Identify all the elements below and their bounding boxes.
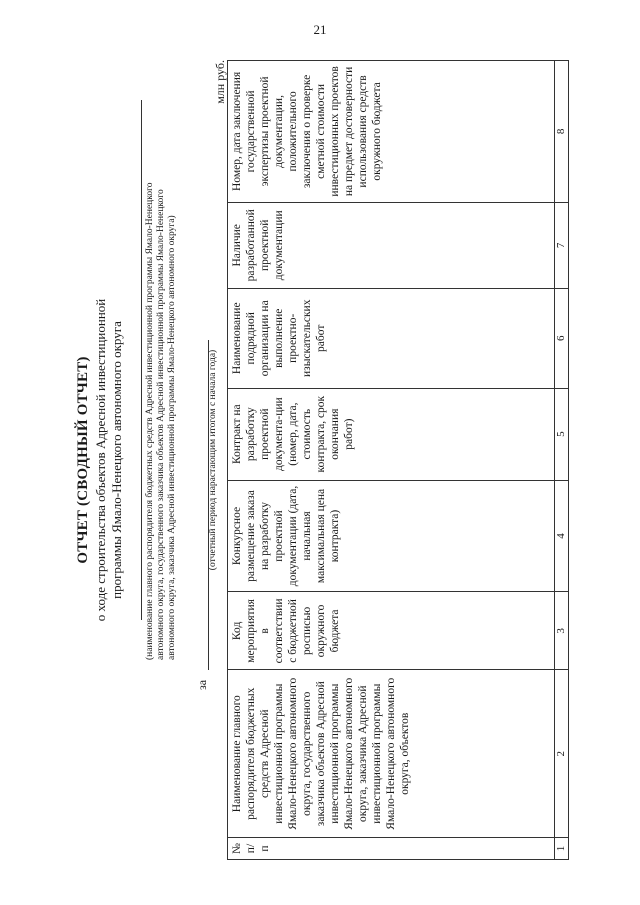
column-number-cell: 7 — [555, 202, 569, 288]
table-header-row — [228, 61, 555, 860]
period-prefix: за — [195, 679, 209, 690]
header-cell: Номер, дата заключения государственной экспертизы проектной документации, положительного заключения о проверке сметной стоимости инвестиционных проектов на предмет достоверности использования средств окружного бюджета — [228, 61, 555, 203]
period-caption: (отчетный период нарастающим итогом с начала года) — [208, 349, 218, 571]
organization-caption: (наименование главного распорядителя бюджетных средств Адресной инвестиционной программы Ямало-Ненецкого автономного округа, государственного заказчика объектов Адресной инвестиционной программы Ямало-Ненецкого автономного округа, заказчика Адресной инвестиционной программы Ямало-Ненецкого автономного округа) — [145, 182, 177, 660]
report-subtitle-line1: о ходе строительства объектов Адресной инвестиционной — [93, 298, 108, 622]
report-title: ОТЧЕТ (СВОДНЫЙ ОТЧЕТ) — [75, 356, 91, 564]
header-cell: Контракт на разработку проектной документа-ции (номер, дата, стоимость контракта, срок окончания работ) — [228, 388, 555, 480]
page-number: 21 — [313, 22, 327, 37]
report-table — [227, 60, 569, 860]
organization-underline — [141, 100, 142, 620]
column-number-cell: 6 — [555, 288, 569, 388]
column-number-cell: 2 — [555, 670, 569, 838]
column-number-cell: 1 — [555, 838, 569, 860]
header-cell: Код мероприятия в соответствии с бюджетной росписью окружного бюджета — [228, 592, 555, 670]
header-cell: Наименование главного распорядителя бюджетных средств Адресной инвестиционной программы Ямало-Ненецкого автономного округа, государственного заказчика объектов Адресной инвестиционной программы Ямало-Ненецкого автономного округа, заказчика Адресной инвестиционной программы Ямало-Ненецкого автономного округа, объектов — [228, 670, 555, 838]
column-number-cell: 3 — [555, 592, 569, 670]
column-number-row — [555, 61, 569, 860]
column-number-cell: 8 — [555, 61, 569, 203]
column-number-cell: 5 — [555, 388, 569, 480]
column-number-cell: 4 — [555, 480, 569, 592]
header-cell: Наличие разработанной проектной документации — [228, 202, 555, 288]
header-cell: № п/п — [228, 838, 555, 860]
header-cell: Наименование подрядной организации на выполнение проектно-изыскательских работ — [228, 288, 555, 388]
report-subtitle-line2: программы Ямало-Ненецкого автономного округа — [109, 321, 124, 599]
units-label: млн руб. — [213, 60, 227, 104]
rotated-report-sheet — [75, 60, 595, 860]
header-cell: Конкурсное размещение заказа на разработку проектной документации (дата, начальная максимальная цена контракта) — [228, 480, 555, 592]
